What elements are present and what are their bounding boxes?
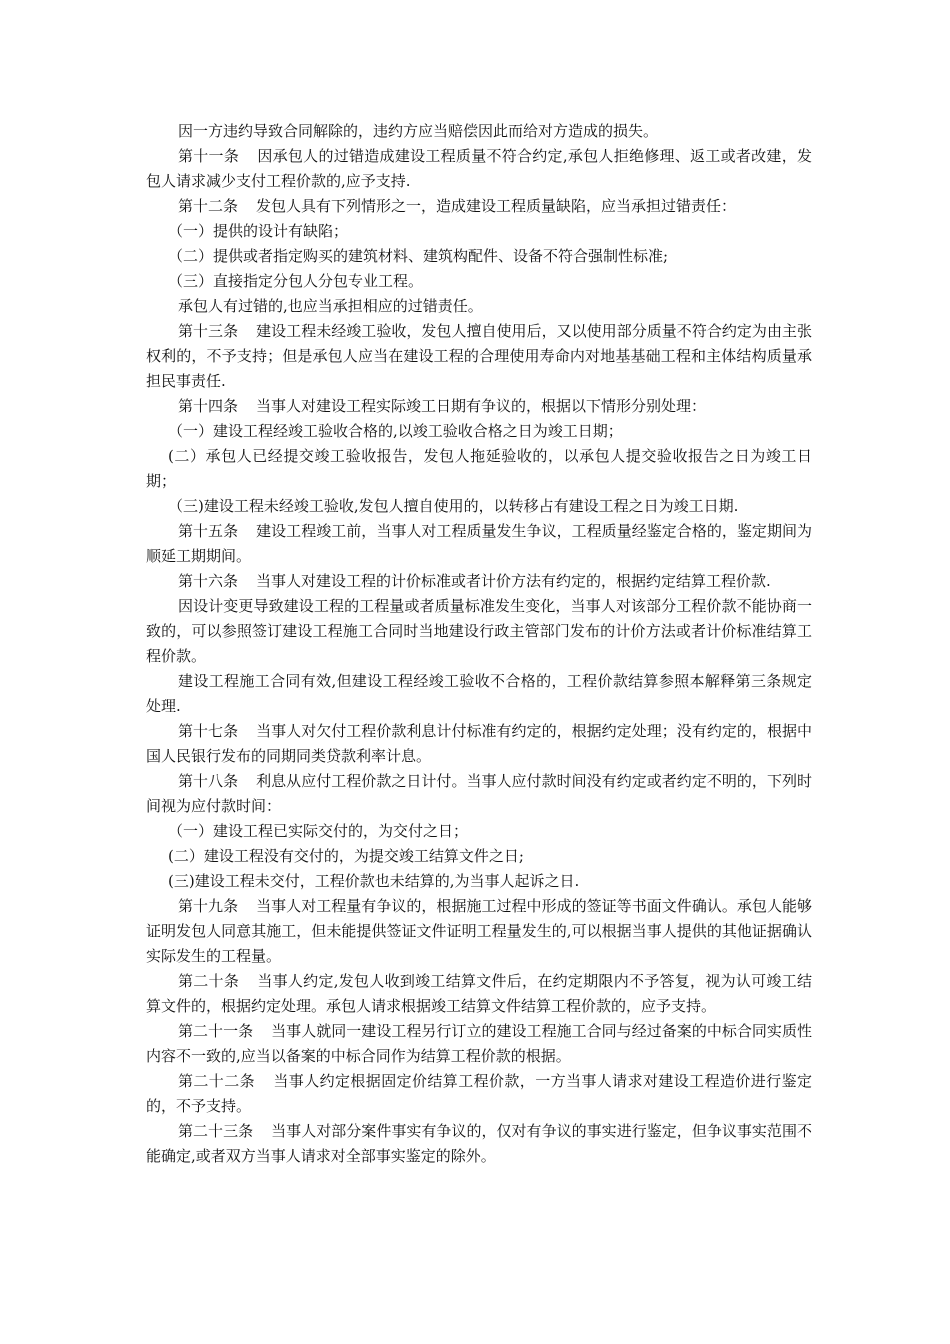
article-number: 第十七条	[178, 722, 239, 740]
article-text: 发包人具有下列情形之一，造成建设工程质量缺陷，应当承担过错责任：	[256, 197, 737, 215]
article-15	[146, 519, 812, 569]
article-13	[146, 319, 812, 394]
article-23	[146, 1119, 812, 1169]
article-number: 第十一条	[178, 147, 240, 165]
article-number: 第二十条	[178, 972, 240, 990]
list-item: (二）建设工程没有交付的，为提交竣工结算文件之日;	[168, 847, 524, 865]
article-21	[146, 1019, 812, 1069]
article-text: 建设工程未经竣工验收，发包人擅自使用后，又以使用部分质量不符合约定为由主张权利的，不予支持；但是承包人应当在建设工程的合理使用寿命内对地基基础工程和主体结构质量承担民事责任.	[146, 322, 812, 390]
article-text: 当事人就同一建设工程另行订立的建设工程施工合同与经过备案的中标合同实质性内容不一致的,应当以备案的中标合同作为结算工程价款的根据。	[146, 1022, 812, 1065]
article-12	[146, 194, 812, 219]
article-number: 第十四条	[178, 397, 239, 415]
list-item: （一）提供的设计有缺陷；	[168, 222, 349, 240]
article-20	[146, 969, 812, 1019]
article-number: 第十三条	[178, 322, 239, 340]
paragraph-contractor-fault: 承包人有过错的,也应当承担相应的过错责任。	[178, 297, 483, 315]
list-item: （三）直接指定分包人分包专业工程。	[168, 272, 424, 290]
article-text: 当事人约定根据固定价结算工程价款，一方当事人请求对建设工程造价进行鉴定的，不予支持。	[146, 1072, 812, 1115]
article-16	[146, 569, 812, 594]
article-number: 第十九条	[178, 897, 239, 915]
paragraph-contract-valid: 建设工程施工合同有效,但建设工程经竣工验收不合格的，工程价款结算参照本解释第三条规定处理.	[146, 672, 812, 715]
article-number: 第十八条	[178, 772, 239, 790]
article-text: 当事人约定,发包人收到竣工结算文件后，在约定期限内不予答复，视为认可竣工结算文件的，根据约定处理。承包人请求根据竣工结算文件结算工程价款的，应予支持。	[146, 972, 812, 1015]
paragraph-design-change: 因设计变更导致建设工程的工程量或者质量标准发生变化，当事人对该部分工程价款不能协商一致的，可以参照签订建设工程施工合同时当地建设行政主管部门发布的计价方法或者计价标准结算工程价款。	[146, 597, 812, 665]
article-14	[146, 394, 812, 419]
list-item: （一）建设工程经竣工验收合格的,以竣工验收合格之日为竣工日期；	[168, 422, 623, 440]
article-number: 第二十一条	[178, 1022, 254, 1040]
article-text: 当事人对建设工程实际竣工日期有争议的，根据以下情形分别处理：	[256, 397, 707, 415]
list-item: （二）提供或者指定购买的建筑材料、建筑构配件、设备不符合强制性标准;	[168, 247, 669, 265]
article-11	[146, 144, 812, 194]
list-item: （一）建设工程已实际交付的，为交付之日；	[168, 822, 469, 840]
document-body	[146, 119, 812, 1169]
list-item: (三)建设工程未交付，工程价款也未结算的,为当事人起诉之日.	[168, 872, 580, 890]
list-item: （三)建设工程未经竣工验收,发包人擅自使用的，以转移占有建设工程之日为竣工日期.	[168, 497, 739, 515]
article-text: 当事人对欠付工程价款利息计付标准有约定的，根据约定处理；没有约定的，根据中国人民银行发布的同期同类贷款利率计息。	[146, 722, 812, 765]
article-text: 因承包人的过错造成建设工程质量不符合约定,承包人拒绝修理、返工或者改建，发包人请求减少支付工程价款的,应予支持.	[146, 147, 812, 190]
article-number: 第二十三条	[178, 1122, 254, 1140]
article-number: 第十五条	[178, 522, 239, 540]
article-18	[146, 769, 812, 819]
article-text: 利息从应付工程价款之日计付。当事人应付款时间没有约定或者约定不明的，下列时间视为应付款时间：	[146, 772, 812, 815]
article-text: 当事人对建设工程的计价标准或者计价方法有约定的，根据约定结算工程价款.	[256, 572, 771, 590]
article-number: 第十六条	[178, 572, 239, 590]
article-17	[146, 719, 812, 769]
article-number: 第二十二条	[178, 1072, 255, 1090]
article-22	[146, 1069, 812, 1119]
list-item: (二）承包人已经提交竣工验收报告，发包人拖延验收的，以承包人提交验收报告之日为竣工日期；	[146, 447, 812, 490]
article-text: 当事人对工程量有争议的，根据施工过程中形成的签证等书面文件确认。承包人能够证明发包人同意其施工，但未能提供签证文件证明工程量发生的,可以根据当事人提供的其他证据确认实际发生的工程量。	[146, 897, 812, 965]
article-19	[146, 894, 812, 969]
article-number: 第十二条	[178, 197, 239, 215]
article-text: 建设工程竣工前，当事人对工程质量发生争议，工程质量经鉴定合格的，鉴定期间为顺延工期期间。	[146, 522, 812, 565]
paragraph-contract-termination: 因一方违约导致合同解除的，违约方应当赔偿因此而给对方造成的损失。	[178, 122, 659, 140]
article-text: 当事人对部分案件事实有争议的，仅对有争议的事实进行鉴定，但争议事实范围不能确定,或者双方当事人请求对全部事实鉴定的除外。	[146, 1122, 812, 1165]
